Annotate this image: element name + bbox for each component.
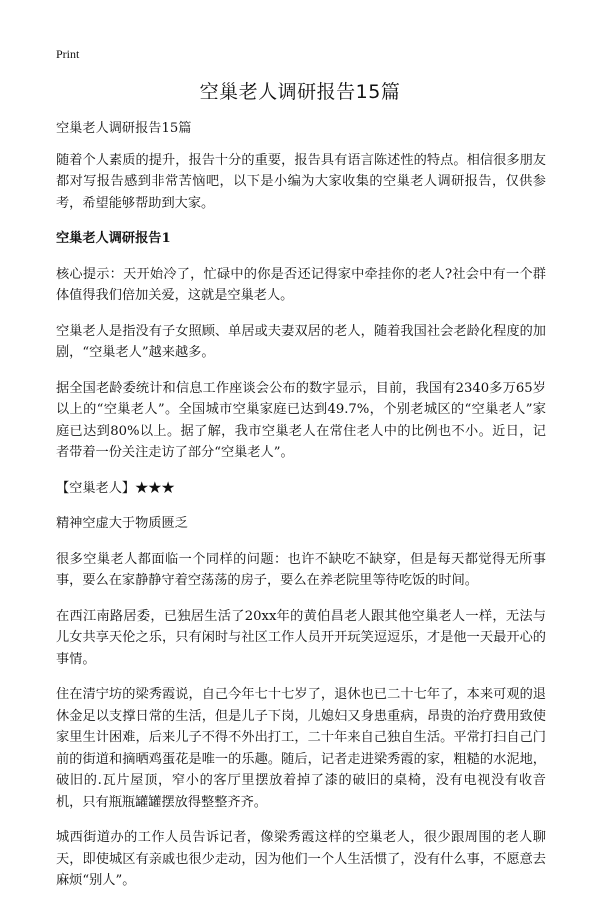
body-paragraph: 住在清宁坊的梁秀霞说，自己今年七十七岁了，退休也已二十七年了，本来可观的退休金足以支撑日常的生活，但是儿子下岗，儿媳妇又身患重病，昂贵的治疗费用致使家里生计困难，后来儿子不得不外出打工，二十年来自己独自生活。平常打扫自己门前的街道和摘晒鸡蛋花是唯一的乐趣。随后，记者走进梁秀霞的家，粗糙的水泥地，破旧的.瓦片屋顶，窄小的客厅里摆放着掉了漆的破旧的桌椅，没有电视没有收音机，只有瓶瓶罐罐摆放得整整齐齐。 bbox=[56, 687, 546, 810]
intro-paragraph: 随着个人素质的提升，报告十分的重要，报告具有语言陈述性的特点。相信很多朋友都对写报告感到非常苦恼吧，以下是小编为大家收集的空巢老人调研报告，仅供参考，希望能够帮助到大家。 bbox=[56, 152, 546, 211]
document-title: 空巢老人调研报告15篇 bbox=[199, 81, 401, 103]
rating-line: 【空巢老人】★★★ bbox=[56, 480, 175, 496]
print-link[interactable]: Print bbox=[56, 47, 80, 61]
body-paragraph: 核心提示：天开始冷了，忙碌中的你是否还记得家中牵挂你的老人?社会中有一个群体值得我们倍加关爱，这就是空巢老人。 bbox=[56, 266, 546, 303]
body-paragraph: 城西街道办的工作人员告诉记者，像梁秀霞这样的空巢老人，很少跟周围的老人聊天，即使城区有亲戚也很少走动，因为他们一个人生活惯了，没有什么事，不愿意去麻烦“别人”。 bbox=[56, 830, 546, 888]
body-paragraph: 很多空巢老人都面临一个同样的问题：也许不缺吃不缺穿，但是每天都觉得无所事事，要么在家静静守着空荡荡的房子，要么在养老院里等待吃饭的时间。 bbox=[56, 551, 546, 588]
section-heading: 空巢老人调研报告1 bbox=[56, 231, 171, 246]
document-subtitle: 空巢老人调研报告15篇 bbox=[56, 121, 192, 136]
document-body bbox=[56, 118, 546, 906]
body-paragraph: 空巢老人是指没有子女照顾、单居或夫妻双居的老人，随着我国社会老龄化程度的加剧，“空巢老人”越来越多。 bbox=[56, 323, 546, 360]
body-paragraph: 据全国老龄委统计和信息工作座谈会公布的数字显示，目前，我国有2340多万65岁以上的“空巢老人”。全国城市空巢家庭已达到49.7%，个别老城区的“空巢老人”家庭已达到80%以上。据了解，我市空巢老人在常住老人中的比例也不小。近日，记者带着一份关注走访了部分“空巢老人”。 bbox=[56, 380, 546, 460]
body-paragraph: 在西江南路居委，已独居生活了20xx年的黄伯昌老人跟其他空巢老人一样，无法与儿女共享天伦之乐，只有闲时与社区工作人员开开玩笑逗逗乐，才是他一天最开心的事情。 bbox=[56, 608, 546, 667]
subheading-line: 精神空虚大于物质匮乏 bbox=[56, 516, 188, 531]
